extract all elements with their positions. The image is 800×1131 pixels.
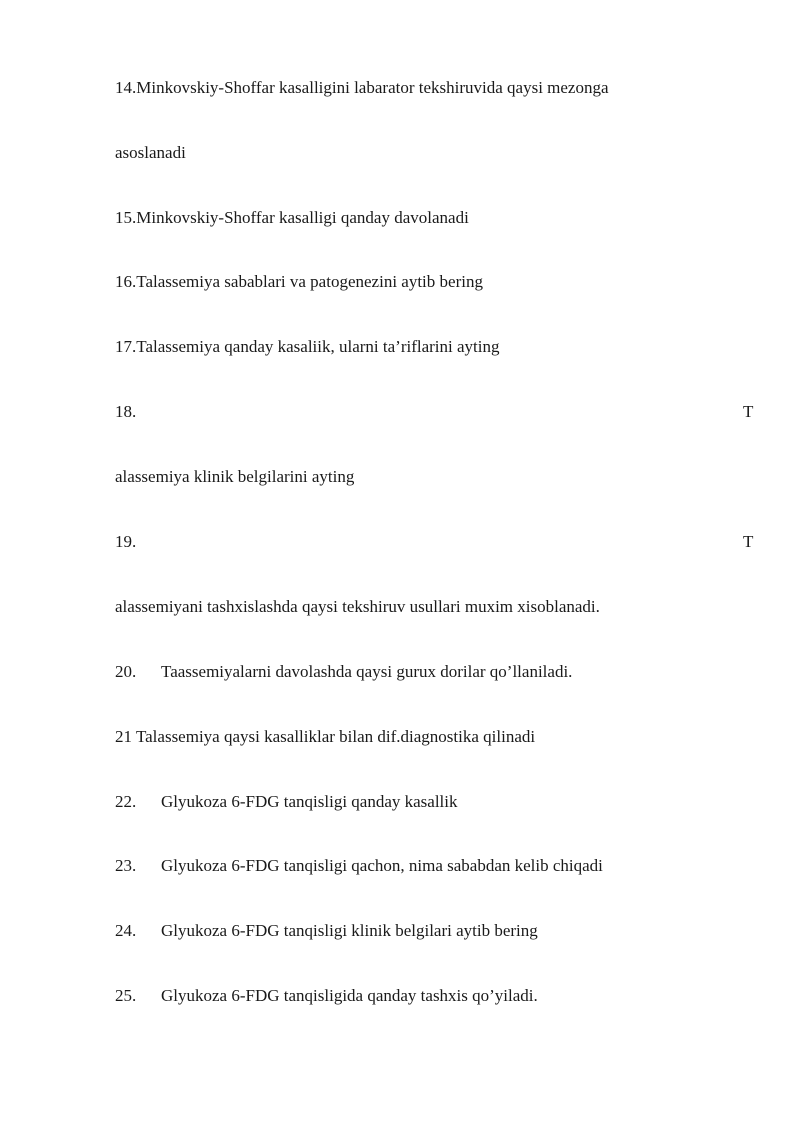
question-21: 21 Talassemiya qaysi kasalliklar bilan dif.diagnostika qilinadi bbox=[115, 727, 536, 746]
question-25-number: 25. bbox=[115, 986, 137, 1005]
question-14-line-2: asoslanadi bbox=[115, 143, 186, 162]
question-18-number: 18. bbox=[115, 402, 137, 421]
question-22 bbox=[115, 792, 458, 812]
question-19-text: alassemiyani tashxislashda qaysi tekshiruv usullari muxim xisoblanadi. bbox=[115, 597, 600, 616]
question-23 bbox=[115, 856, 603, 876]
question-22-number: 22. bbox=[115, 792, 137, 811]
question-24-text: Glyukoza 6-FDG tanqisligi klinik belgilari aytib bering bbox=[161, 921, 538, 940]
question-16: 16.Talassemiya sabablari va patogenezini aytib bering bbox=[115, 272, 483, 291]
question-23-text: Glyukoza 6-FDG tanqisligi qachon, nima sababdan kelib chiqadi bbox=[161, 856, 603, 875]
question-25-text: Glyukoza 6-FDG tanqisligida qanday tashxis qo’yiladi. bbox=[161, 986, 538, 1005]
question-22-text: Glyukoza 6-FDG tanqisligi qanday kasallik bbox=[161, 792, 458, 811]
question-25 bbox=[115, 986, 538, 1006]
question-19-first-letter: T bbox=[743, 532, 754, 551]
question-20-number: 20. bbox=[115, 662, 137, 681]
question-24-number: 24. bbox=[115, 921, 137, 940]
question-20 bbox=[115, 662, 572, 682]
question-18-first-letter: T bbox=[743, 402, 754, 421]
question-17: 17.Talassemiya qanday kasaliik, ularni ta’riflarini ayting bbox=[115, 337, 500, 356]
question-23-number: 23. bbox=[115, 856, 137, 875]
question-20-text: Taassemiyalarni davolashda qaysi gurux dorilar qo’llaniladi. bbox=[161, 662, 573, 681]
question-14-line-1: 14.Minkovskiy-Shoffar kasalligini labarator tekshiruvida qaysi mezonga bbox=[115, 78, 609, 97]
question-19-number: 19. bbox=[115, 532, 137, 551]
question-15: 15.Minkovskiy-Shoffar kasalligi qanday davolanadi bbox=[115, 208, 469, 227]
question-24 bbox=[115, 921, 538, 941]
question-18-text: alassemiya klinik belgilarini ayting bbox=[115, 467, 355, 486]
